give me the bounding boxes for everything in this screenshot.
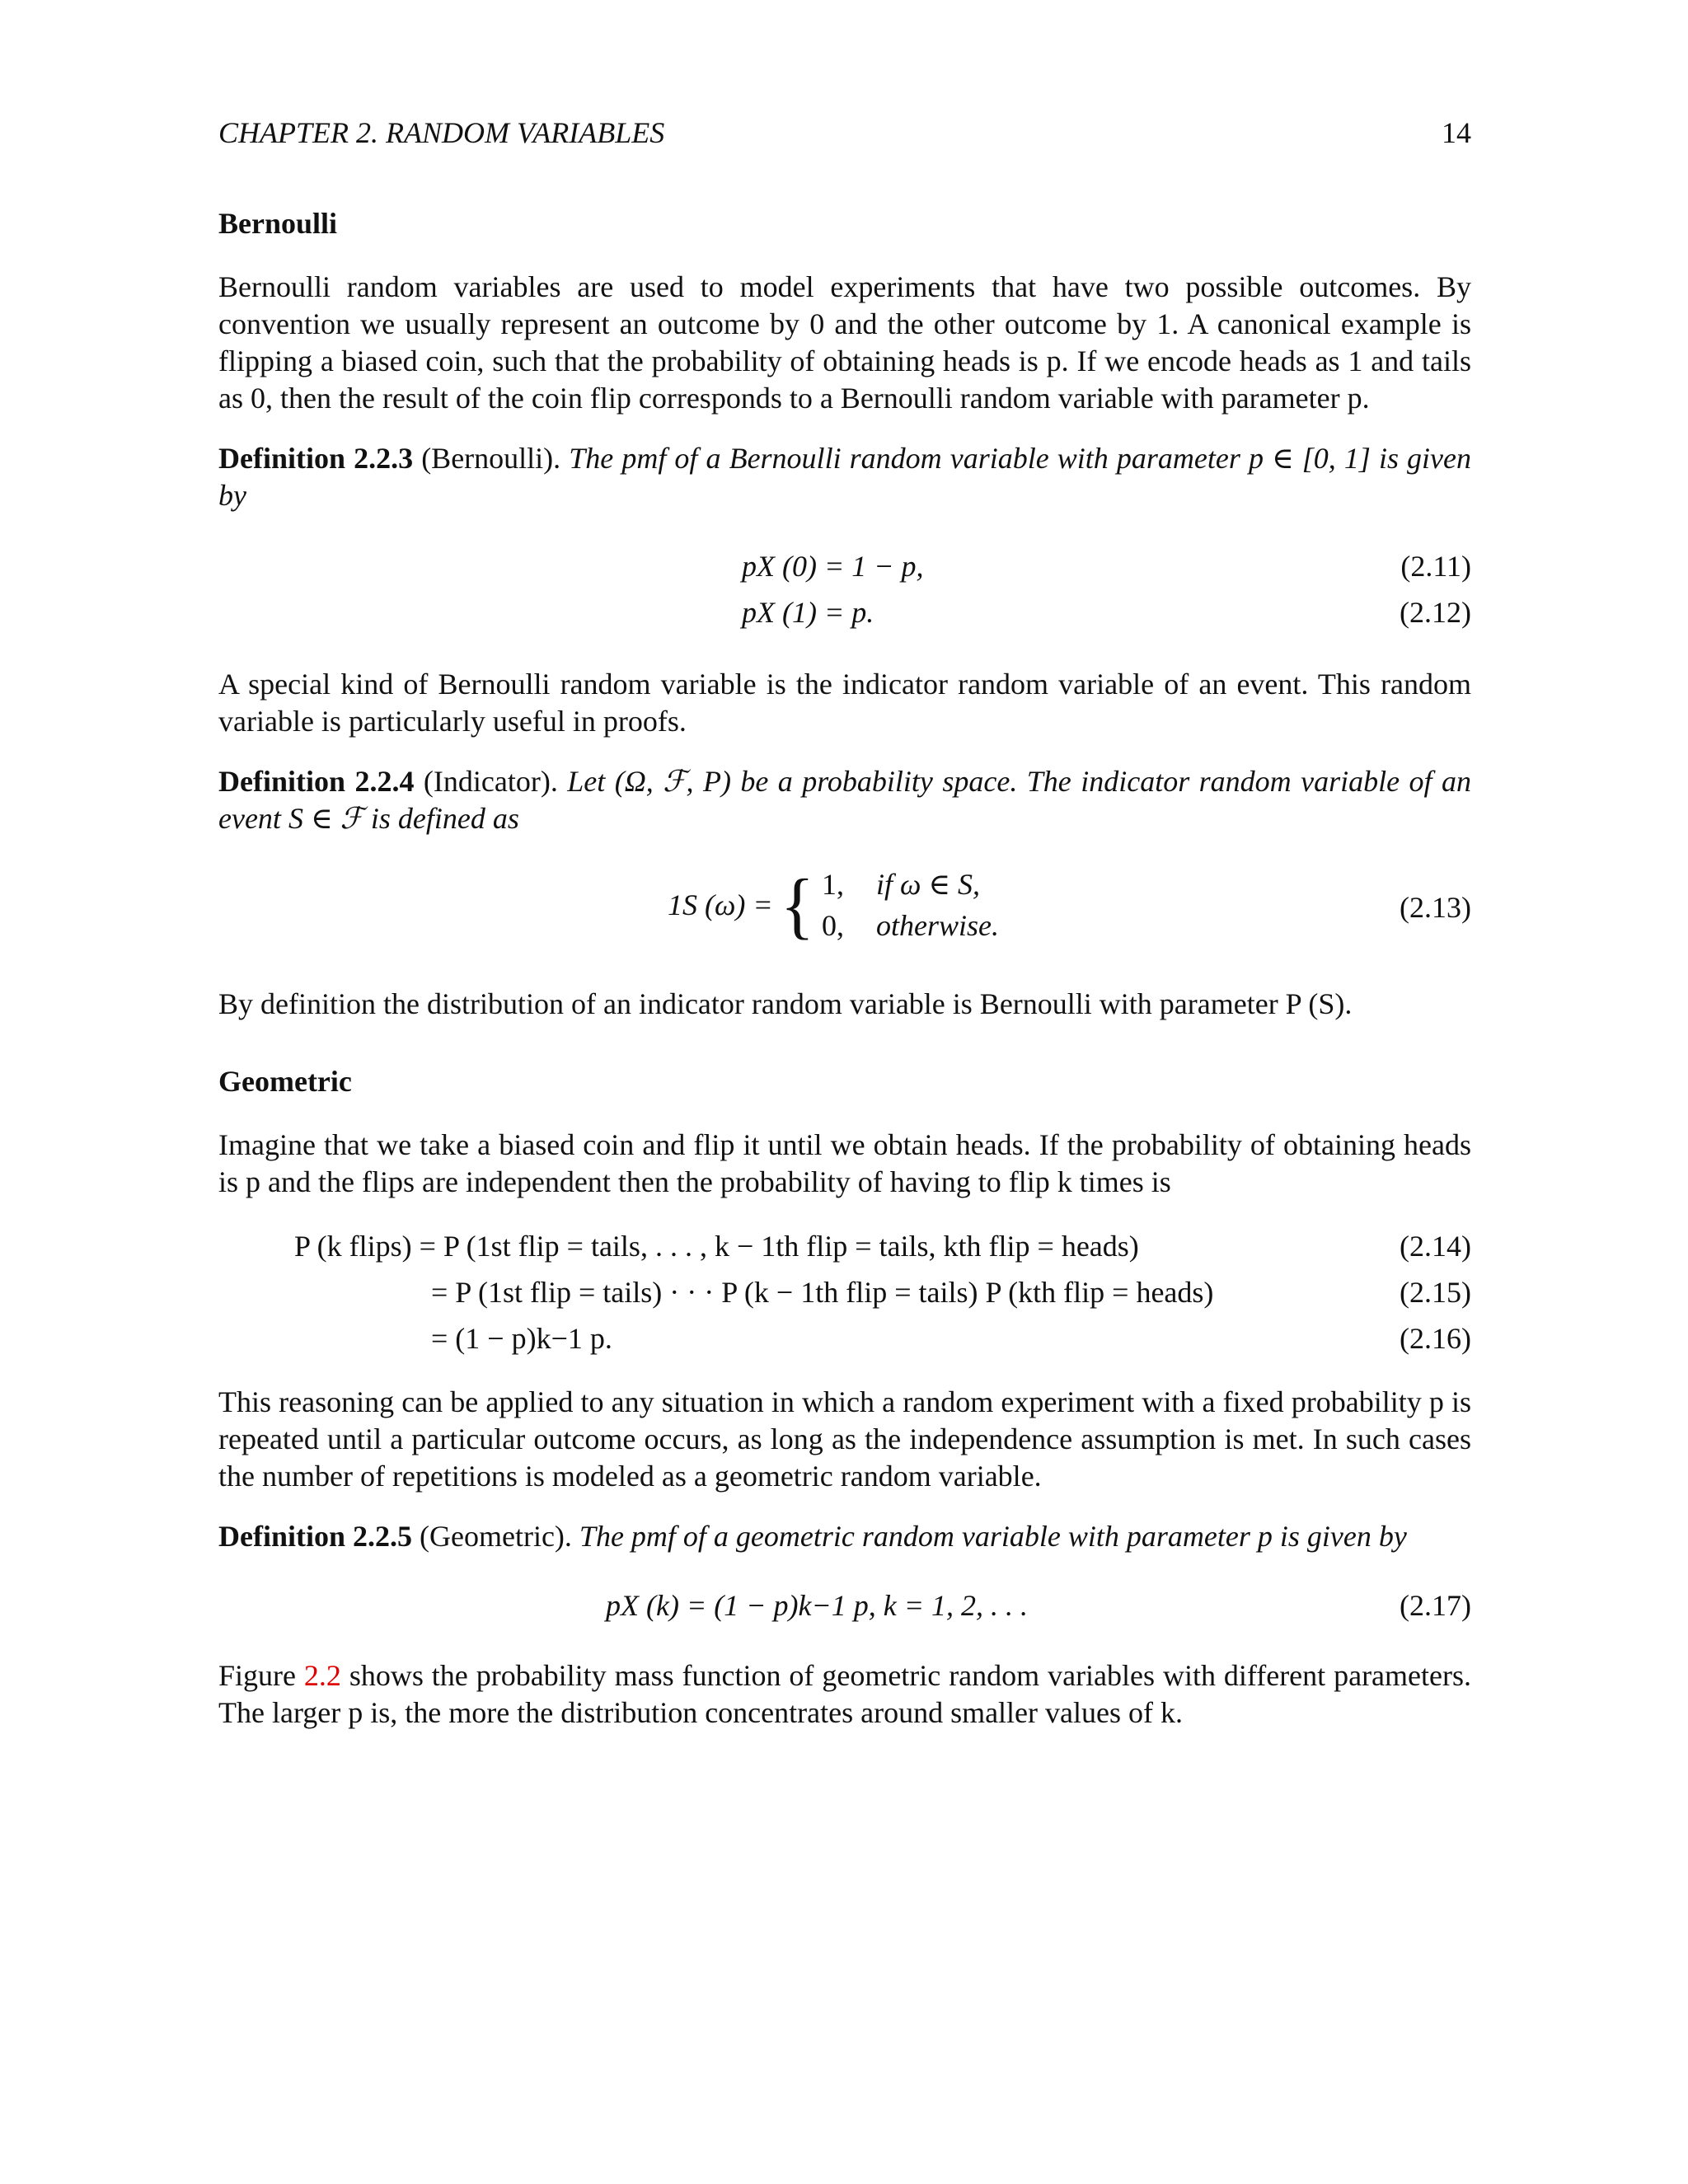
equation-2-13 <box>668 864 999 946</box>
geometric-paragraph: Imagine that we take a biased coin and flip it until we obtain heads. If the probability of obtaining heads is p and the flips are independent then the probability of having to flip k times is <box>218 1128 1471 1198</box>
equation-2-14: P (k flips) = P (1st flip = tails, . . . , k − 1th flip = tails, kth flip = heads) <box>294 1230 1139 1263</box>
section-heading-bernoulli: Bernoulli <box>218 207 338 240</box>
equation-2-16: = (1 − p)k−1 p. <box>431 1322 612 1355</box>
equation-block-2-14 <box>218 1229 1471 1367</box>
definition-name: (Bernoulli). <box>421 442 561 475</box>
equation-block-2-11 <box>218 549 1471 641</box>
indicator-intro-paragraph: A special kind of Bernoulli random variable is the indicator random variable of an event. This random variable is particularly useful in proofs. <box>218 668 1471 738</box>
paragraph-text: Figure <box>218 1659 304 1692</box>
definition-text: Let (Ω, ℱ, P) be a probability space. The indicator random variable of an event S ∈ ℱ is defined as <box>218 765 1471 835</box>
figure-link[interactable]: 2.2 <box>303 1659 341 1692</box>
equation-block-2-17 <box>218 1588 1471 1634</box>
equation-number: (2.15) <box>1400 1276 1471 1309</box>
definition-2-2-5 <box>218 1518 1471 1555</box>
section-heading-geometric: Geometric <box>218 1065 352 1098</box>
equation-lhs: 1S (ω) = <box>668 888 773 921</box>
definition-label: Definition 2.2.5 <box>218 1520 413 1553</box>
equation-2-17: pX (k) = (1 − p)k−1 p, k = 1, 2, . . . <box>606 1589 1029 1622</box>
case-value: 0, <box>821 909 844 942</box>
case-condition: if ω ∈ S, <box>875 868 981 901</box>
case-condition: otherwise. <box>875 909 999 942</box>
equation-row <box>218 1588 1471 1634</box>
equation-number: (2.12) <box>1400 596 1471 629</box>
equation-number: (2.13) <box>1400 891 1471 924</box>
chapter-title: CHAPTER 2. RANDOM VARIABLES <box>218 116 665 149</box>
left-brace: { <box>780 863 814 947</box>
paragraph-text: shows the probability mass function of geometric random variables with different parameters. The larger p is, the more the distribution concentrates around smaller values of k. <box>218 1659 1471 1729</box>
definition-text: The pmf of a geometric random variable with parameter p is given by <box>579 1520 1407 1553</box>
definition-name: (Indicator). <box>423 765 558 798</box>
definition-text: The pmf of a Bernoulli random variable with parameter p ∈ [0, 1] is given by <box>218 442 1472 512</box>
equation-number: (2.14) <box>1400 1230 1471 1263</box>
case-value: 1, <box>821 868 844 901</box>
cases <box>822 864 999 946</box>
equation-number: (2.16) <box>1400 1322 1471 1355</box>
equation-row <box>218 1275 1471 1321</box>
definition-label: Definition 2.2.3 <box>218 442 414 475</box>
equation-row <box>218 549 1471 595</box>
equation-row <box>218 1229 1471 1275</box>
definition-label: Definition 2.2.4 <box>218 765 415 798</box>
indicator-distribution-paragraph: By definition the distribution of an indicator random variable is Bernoulli with parameter P (S). <box>218 987 1353 1020</box>
equation-number: (2.11) <box>1400 550 1471 583</box>
definition-2-2-3 <box>218 440 1471 514</box>
equation-2-15: = P (1st flip = tails) · · · P (k − 1th flip = tails) P (kth flip = heads) <box>431 1276 1214 1309</box>
reasoning-paragraph: This reasoning can be applied to any situation in which a random experiment with a fixed probability p is repeated until a particular outcome occurs, as long as the independence assumption is met. In such cases the number of repetitions is modeled as a geometric random variable. <box>218 1385 1471 1493</box>
equation-2-11: pX (0) = 1 − p, <box>742 550 924 583</box>
bernoulli-paragraph: Bernoulli random variables are used to model experiments that have two possible outcomes. By convention we usually represent an outcome by 0 and the other outcome by 1. A canonical example is flipping a biased coin, such that the probability of obtaining heads is p. If we encode heads as 1 and tails as 0, then the result of the coin flip corresponds to a Bernoulli random variable with parameter p. <box>218 270 1471 415</box>
equation-block-2-13 <box>218 855 1471 971</box>
equation-row <box>218 595 1471 641</box>
equation-row <box>218 1321 1471 1367</box>
definition-name: (Geometric). <box>420 1520 572 1553</box>
equation-number: (2.17) <box>1400 1589 1471 1622</box>
equation-2-12: pX (1) = p. <box>742 596 874 629</box>
page-number: 14 <box>1442 116 1471 149</box>
definition-2-2-4 <box>218 763 1471 837</box>
figure-reference-paragraph <box>218 1657 1471 1732</box>
page <box>218 115 1471 1732</box>
running-head <box>218 115 1471 150</box>
